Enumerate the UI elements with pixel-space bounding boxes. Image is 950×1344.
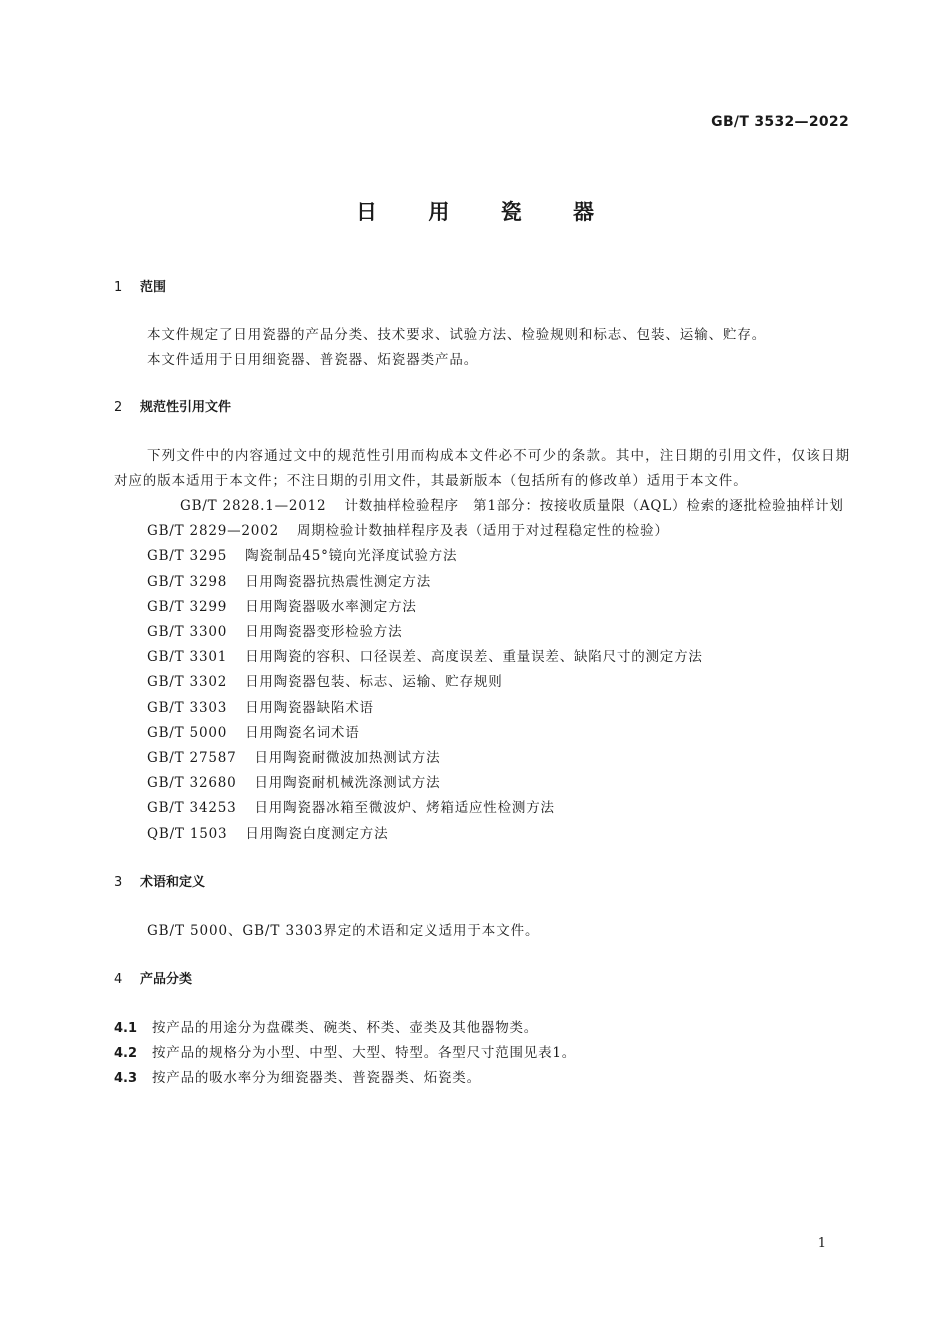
section-number: 2 [114,400,123,415]
section-number: 4 [114,971,123,987]
reference-title: 日用陶瓷器变形检验方法 [245,624,403,641]
reference-item [114,570,850,595]
section-title: 产品分类 [140,971,193,987]
clause-text: 按产品的吸水率分为细瓷器类、普瓷器类、炻瓷类。 [152,1070,481,1087]
reference-item [114,620,850,645]
reference-code: QB/T 1503 [147,825,228,842]
section-1-heading [114,278,850,298]
reference-item [114,796,850,821]
clause-text: 按产品的规格分为小型、中型、大型、特型。各型尺寸范围见表1。 [152,1045,577,1062]
reference-item [114,595,850,620]
reference-title: 日用陶瓷耐微波加热测试方法 [254,750,441,767]
reference-item [114,696,850,721]
standard-number: GB/T 3532—2022 [711,114,849,130]
reference-code: GB/T 2829—2002 [147,523,279,540]
reference-title: 日用陶瓷白度测定方法 [245,825,389,842]
reference-item [114,544,850,569]
reference-code: GB/T 2828.1—2012 [180,498,327,514]
section-title: 范围 [140,280,167,295]
section-4-heading [114,970,850,990]
scope-paragraph-1: 本文件规定了日用瓷器的产品分类、技术要求、试验方法、检验规则和标志、包装、运输、贮存。 [147,327,767,343]
reference-title: 日用陶瓷器抗热震性测定方法 [245,573,432,590]
reference-item [114,494,850,519]
clause-number: 4.2 [114,1046,138,1062]
reference-item [114,771,850,796]
reference-code: GB/T 32680 [147,775,237,792]
reference-code: GB/T 3303 [147,699,228,716]
reference-title: 日用陶瓷名词术语 [245,724,360,741]
clause-item [114,1066,850,1091]
clause-number: 4.3 [114,1071,138,1087]
reference-title: 日用陶瓷的容积、口径误差、高度误差、重量误差、缺陷尺寸的测定方法 [245,649,703,666]
clause-item [114,1041,850,1066]
reference-code: GB/T 3302 [147,674,228,691]
reference-code: GB/T 5000 [147,724,228,741]
clause-text: 按产品的用途分为盘碟类、碗类、杯类、壶类及其他器物类。 [152,1019,539,1036]
reference-code: GB/T 27587 [147,750,237,767]
reference-title: 陶瓷制品45°镜向光泽度试验方法 [245,548,458,565]
section-2-heading [114,398,850,418]
page-number: 1 [817,1236,826,1251]
reference-code: GB/T 34253 [147,800,237,817]
reference-item [114,519,850,544]
reference-title: 日用陶瓷耐机械洗涤测试方法 [254,775,441,792]
reference-item [114,822,850,847]
reference-title: 计数抽样检验程序 第1部分：按接收质量限（AQL）检索的逐批检验抽样计划 [344,498,844,514]
reference-title: 日用陶瓷器冰箱至微波炉、烤箱适应性检测方法 [254,800,555,817]
section-3-heading [114,873,850,893]
reference-title: 周期检验计数抽样程序及表（适用于对过程稳定性的检验） [296,523,669,540]
reference-item [114,670,850,695]
section-number: 1 [114,280,123,295]
clause-item [114,1016,850,1041]
reference-code: GB/T 3298 [147,573,228,590]
section-number: 3 [114,874,123,890]
reference-item [114,746,850,771]
scope-paragraph-2: 本文件适用于日用细瓷器、普瓷器、炻瓷器类产品。 [147,352,479,368]
reference-code: GB/T 3295 [147,548,228,565]
document-body [114,278,850,1092]
reference-title: 日用陶瓷器吸水率测定方法 [245,598,417,615]
reference-code: GB/T 3300 [147,624,228,641]
reference-title: 日用陶瓷器包装、标志、运输、贮存规则 [245,674,503,691]
reference-code: GB/T 3299 [147,598,228,615]
normative-references-intro: 下列文件中的内容通过文中的规范性引用而构成本文件必不可少的条款。其中，注日期的引用文件，仅该日期对应的版本适用于本文件；不注日期的引用文件，其最新版本（包括所有的修改单）适用于本文件。 [114,448,850,489]
clause-number: 4.1 [114,1020,138,1036]
reference-title: 日用陶瓷器缺陷术语 [245,699,374,716]
section-title: 规范性引用文件 [140,400,232,415]
section-title: 术语和定义 [140,874,206,890]
reference-code: GB/T 3301 [147,649,228,666]
reference-item [114,721,850,746]
document-title: 日 用 瓷 器 [356,200,616,224]
reference-item [114,645,850,670]
terms-paragraph: GB/T 5000、GB/T 3303界定的术语和定义适用于本文件。 [147,922,540,939]
